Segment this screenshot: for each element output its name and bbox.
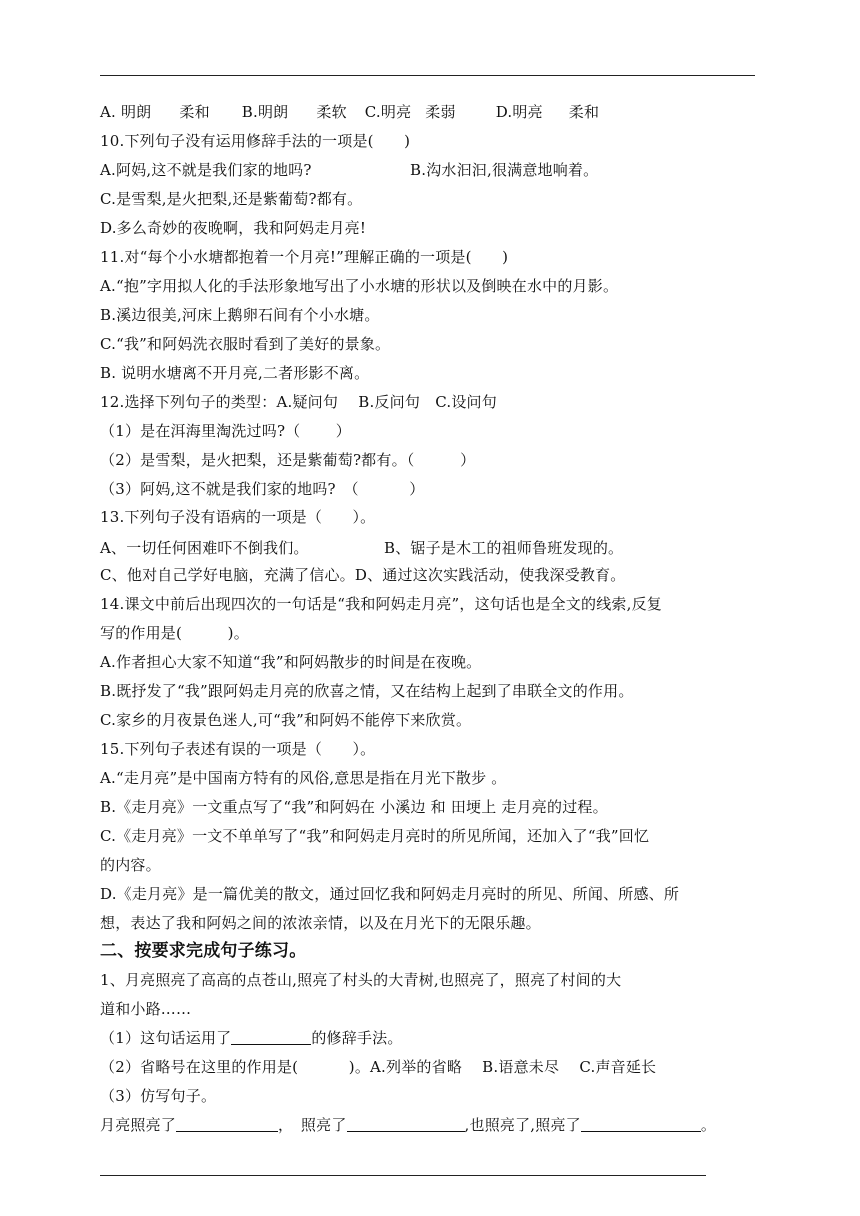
q13-options-cd: C、他对自己学好电脑，充满了信心。D、通过这次实践活动，使我深受教育。 bbox=[100, 566, 626, 584]
imitation-part-1: 月亮照亮了 bbox=[100, 1116, 177, 1134]
imitation-sentence bbox=[100, 1114, 716, 1136]
imitation-part-4: 。 bbox=[700, 1116, 717, 1134]
q14-option-b: B.既抒发了“我”跟阿妈走月亮的欣喜之情，又在结构上起到了串联全文的作用。 bbox=[100, 682, 634, 700]
q10-stem: 10.下列句子没有运用修辞手法的一项是( ) bbox=[100, 132, 411, 150]
q11-stem: 11.对“每个小水塘都抱着一个月亮!”理解正确的一项是( ) bbox=[100, 248, 509, 266]
q9-options bbox=[100, 101, 599, 123]
subquestion-1-suffix: 的修辞手法。 bbox=[311, 1029, 403, 1047]
q11-option-b: B.溪边很美,河床上鹅卵石间有个小水塘。 bbox=[100, 306, 380, 324]
q14-option-c: C.家乡的月夜景色迷人,可“我”和阿妈不能停下来欣赏。 bbox=[100, 711, 472, 729]
q13-option-a: A、一切任何困难吓不倒我们。 bbox=[100, 539, 309, 557]
q11-option-d: B. 说明水塘离不开月亮,二者形影不离。 bbox=[100, 364, 370, 382]
q15-option-c-line-1: C.《走月亮》一文不单单写了“我”和阿妈走月亮时的所见所闻，还加入了“我”回忆 bbox=[100, 827, 650, 845]
q9-option-c-word: 柔弱 bbox=[425, 103, 456, 121]
imitation-blank-2[interactable] bbox=[347, 1116, 465, 1132]
q15-option-b: B.《走月亮》一文重点写了“我”和阿妈在 小溪边 和 田埂上 走月亮的过程。 bbox=[100, 798, 608, 816]
imitation-blank-1[interactable] bbox=[176, 1116, 278, 1132]
bottom-rule bbox=[100, 1175, 706, 1176]
section-2-paragraph-line-2: 道和小路…… bbox=[100, 1000, 192, 1018]
q9-option-a: A. 明朗 bbox=[100, 103, 152, 121]
subquestion-2: （2）省略号在这里的作用是( )。A.列举的省略 B.语意未尽 C.声音延长 bbox=[100, 1058, 657, 1076]
q10-option-d: D.多么奇妙的夜晚啊，我和阿妈走月亮! bbox=[100, 219, 367, 237]
q12-sentence-2: （2）是雪梨，是火把梨，还是紫葡萄?都有。（ ） bbox=[100, 451, 476, 469]
q14-stem-line-2: 写的作用是( )。 bbox=[100, 624, 249, 642]
top-rule bbox=[100, 75, 755, 76]
q10-option-c: C.是雪梨,是火把梨,还是紫葡萄?都有。 bbox=[100, 190, 363, 208]
q15-stem: 15.下列句子表述有误的一项是（ ）。 bbox=[100, 740, 376, 758]
rhetoric-answer-blank[interactable] bbox=[231, 1029, 311, 1045]
imitation-blank-3[interactable] bbox=[581, 1116, 701, 1132]
section-2-paragraph-line-1: 1、月亮照亮了高高的点苍山,照亮了村头的大青树,也照亮了，照亮了村间的大 bbox=[100, 971, 622, 989]
q12-sentence-1: （1）是在洱海里淘洗过吗?（ ） bbox=[100, 422, 351, 440]
q10-option-b: B.沟水汩汩,很满意地响着。 bbox=[410, 161, 599, 179]
q9-option-d: D.明亮 bbox=[495, 103, 543, 121]
subquestion-1 bbox=[100, 1027, 403, 1049]
q13-option-b: B、锯子是木工的祖师鲁班发现的。 bbox=[384, 539, 624, 557]
q15-option-d-line-1: D.《走月亮》是一篇优美的散文，通过回忆我和阿妈走月亮时的所见、所闻、所感、所 bbox=[100, 885, 680, 903]
section-2-title: 二、按要求完成句子练习。 bbox=[100, 941, 307, 961]
q10-option-a: A.阿妈,这不就是我们家的地吗? bbox=[100, 161, 312, 179]
q12-stem: 12.选择下列句子的类型：A.疑问句 B.反问句 C.设问句 bbox=[100, 393, 497, 411]
imitation-part-3: ,也照亮了,照亮了 bbox=[464, 1116, 581, 1134]
q15-option-d-line-2: 想，表达了我和阿妈之间的浓浓亲情，以及在月光下的无限乐趣。 bbox=[100, 914, 541, 932]
q9-option-d-word: 柔和 bbox=[568, 103, 600, 121]
q15-option-c-line-2: 的内容。 bbox=[100, 856, 161, 874]
q9-option-b: B.明朗 bbox=[241, 103, 289, 121]
q9-option-b-word: 柔软 bbox=[316, 103, 347, 121]
subquestion-3: （3）仿写句子。 bbox=[100, 1087, 217, 1105]
q11-option-a: A.“抱”字用拟人化的手法形象地写出了小水塘的形状以及倒映在水中的月影。 bbox=[100, 277, 619, 295]
q13-stem: 13.下列句子没有语病的一项是（ ）。 bbox=[100, 508, 376, 526]
q11-option-c: C.“我”和阿妈洗衣服时看到了美好的景象。 bbox=[100, 335, 391, 353]
subquestion-1-prefix: （1）这句话运用了 bbox=[100, 1029, 232, 1047]
q14-option-a: A.作者担心大家不知道“我”和阿妈散步的时间是在夜晚。 bbox=[100, 653, 482, 671]
q14-stem-line-1: 14.课文中前后出现四次的一句话是“我和阿妈走月亮”，这句话也是全文的线索,反复 bbox=[100, 595, 662, 613]
q9-option-c: C.明亮 bbox=[364, 103, 412, 121]
q9-option-a-word: 柔和 bbox=[179, 103, 210, 121]
imitation-part-2: ， 照亮了 bbox=[278, 1116, 347, 1134]
q12-sentence-3: （3）阿妈,这不就是我们家的地吗? （ ） bbox=[100, 480, 425, 498]
q15-option-a: A.“走月亮”是中国南方特有的风俗,意思是指在月光下散步 。 bbox=[100, 769, 507, 787]
